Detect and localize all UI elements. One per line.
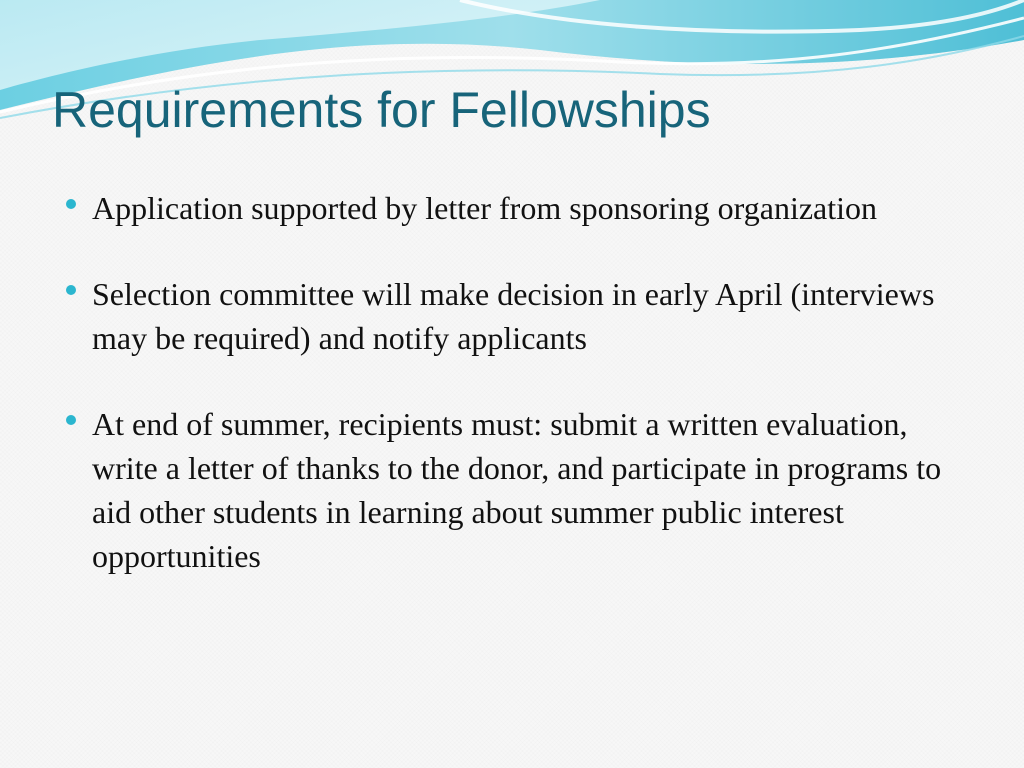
slide-title: Requirements for Fellowships bbox=[52, 82, 711, 138]
bullet-list bbox=[62, 186, 962, 620]
bullet-dot-icon bbox=[66, 415, 76, 425]
bullet-item bbox=[62, 402, 962, 578]
bullet-text: Selection committee will make decision in early April (interviews may be required) and notify applicants bbox=[92, 276, 935, 356]
bullet-dot-icon bbox=[66, 199, 76, 209]
bullet-item bbox=[62, 186, 962, 230]
bullet-text: Application supported by letter from sponsoring organization bbox=[92, 190, 878, 226]
bullet-text: At end of summer, recipients must: submit a written evaluation, write a letter of thanks to the donor, and participate in programs to aid other students in learning about summer public interest opportunities bbox=[92, 406, 942, 574]
bullet-item bbox=[62, 272, 962, 360]
bullet-dot-icon bbox=[66, 285, 76, 295]
